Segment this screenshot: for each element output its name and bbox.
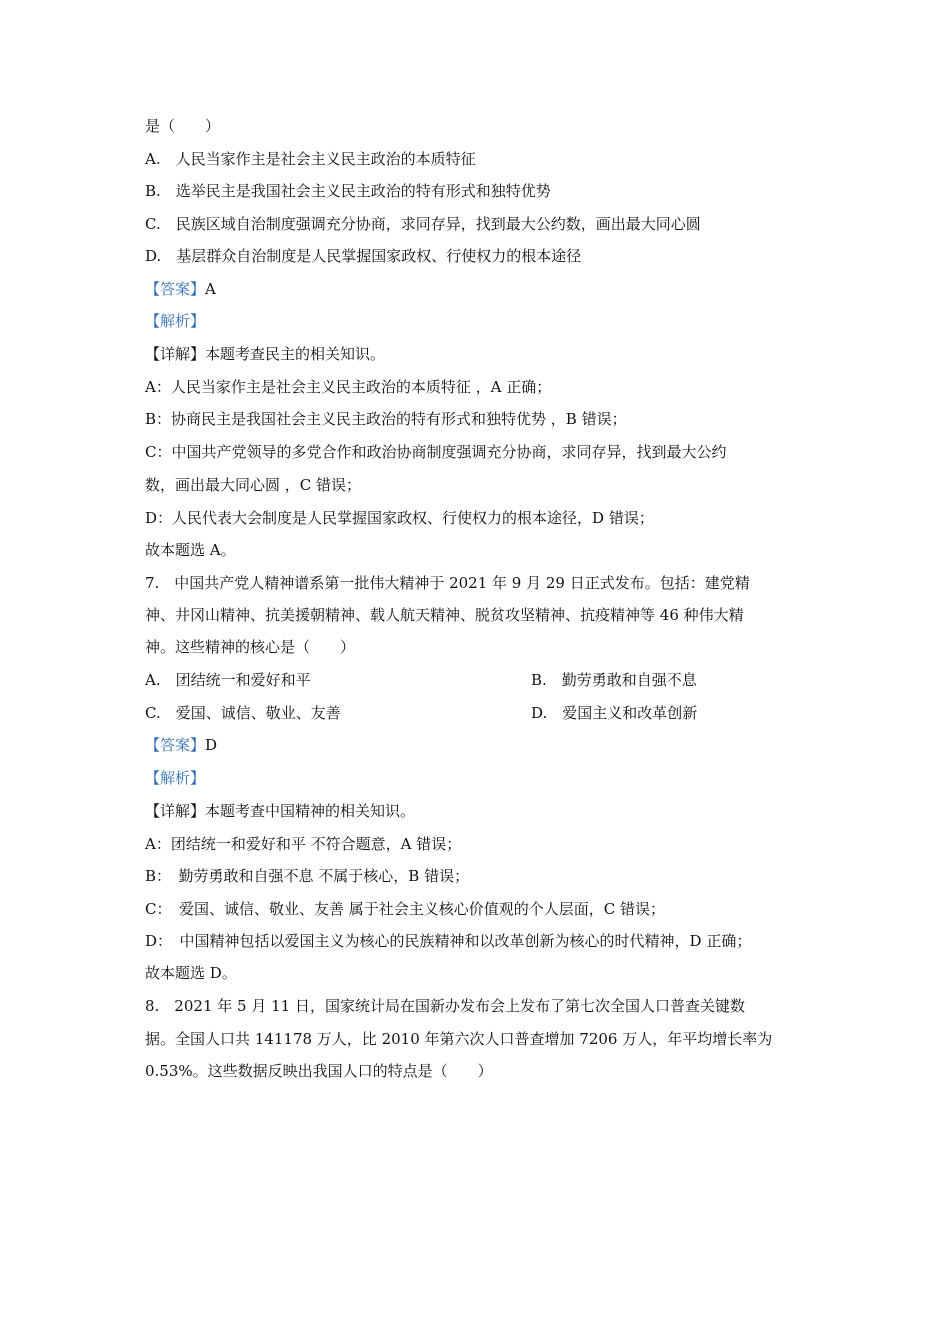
question-6-stem-tail: 是（ ） (145, 117, 221, 135)
q8-stem-line-2: 据。全国人口共 141178 万人，比 2010 年第六次人口普查增加 7206 万人，年平均增长率为 (145, 1030, 773, 1048)
detail-tag: 【详解】 (145, 802, 206, 820)
q6-explanation-c: C：中国共产党领导的多党合作和政治协商制度强调充分协商，求同存异，找到最大公约 (145, 443, 727, 461)
q7-analysis-line (145, 768, 815, 788)
q7-conclusion: 故本题选 D。 (145, 964, 237, 982)
q7-answer-line (145, 735, 815, 755)
q8-stem-line-3: 0.53%。这些数据反映出我国人口的特点是（ ） (145, 1062, 493, 1080)
q6-conclusion: 故本题选 A。 (145, 541, 236, 559)
q7-option-a: A. 团结统一和爱好和平 (145, 671, 311, 689)
q7-option-d: D. 爱国主义和改革创新 (531, 704, 698, 722)
q7-explanation-c: C： 爱国、诚信、敬业、友善 属于社会主义核心价值观的个人层面，C 错误； (145, 900, 665, 918)
q7-option-c: C. 爱国、诚信、敬业、友善 (145, 704, 341, 722)
q7-detail-intro: 本题考查中国精神的相关知识。 (205, 802, 416, 820)
q8-stem-line-1: 8. 2021 年 5 月 11 日，国家统计局在国新办发布会上发布了第七次全国人口普查关键数 (145, 997, 745, 1015)
q7-answer-value: D (205, 736, 218, 754)
q6-option-b: B. 选举民主是我国社会主义民主政治的特有形式和独特优势 (145, 182, 551, 200)
q7-option-b: B. 勤劳勇敢和自强不息 (531, 671, 697, 689)
analysis-tag: 【解析】 (145, 769, 206, 787)
q6-detail-line (145, 344, 815, 364)
q6-detail-intro: 本题考查民主的相关知识。 (205, 345, 386, 363)
q7-stem-line-3: 神。这些精神的核心是（ ） (145, 638, 356, 656)
q6-explanation-c-cont: 数，画出最大同心圆 ，C 错误； (145, 476, 362, 494)
q6-explanation-a: A：人民当家作主是社会主义民主政治的本质特征 ，A 正确； (145, 378, 552, 396)
q7-stem-line-1: 7. 中国共产党人精神谱系第一批伟大精神于 2021 年 9 月 29 日正式发布。包括：建党精 (145, 574, 750, 592)
q7-explanation-a: A：团结统一和爱好和平 不符合题意，A 错误； (145, 835, 462, 853)
q7-explanation-b: B： 勤劳勇敢和自强不息 不属于核心，B 错误； (145, 867, 470, 885)
q6-option-d: D. 基层群众自治制度是人民掌握国家政权、行使权力的根本途径 (145, 247, 582, 265)
answer-tag: 【答案】 (145, 280, 206, 298)
answer-tag: 【答案】 (145, 736, 206, 754)
analysis-tag: 【解析】 (145, 312, 206, 330)
q6-option-c: C. 民族区域自治制度强调充分协商，求同存异，找到最大公约数，画出最大同心圆 (145, 215, 701, 233)
q6-explanation-d: D：人民代表大会制度是人民掌握国家政权、行使权力的根本途径，D 错误； (145, 509, 654, 527)
q6-explanation-b: B：协商民主是我国社会主义民主政治的特有形式和独特优势 ，B 错误； (145, 410, 627, 428)
q6-answer-line (145, 279, 815, 299)
q7-explanation-d: D： 中国精神包括以爱国主义为核心的民族精神和以改革创新为核心的时代精神，D 正确； (145, 932, 752, 950)
q6-option-a: A. 人民当家作主是社会主义民主政治的本质特征 (145, 150, 476, 168)
q7-detail-line (145, 801, 815, 821)
detail-tag: 【详解】 (145, 345, 206, 363)
q6-answer-value: A (205, 280, 216, 298)
q7-stem-line-2: 神、井冈山精神、抗美援朝精神、载人航天精神、脱贫攻坚精神、抗疫精神等 46 种伟大精 (145, 606, 744, 624)
q6-analysis-line (145, 311, 815, 331)
